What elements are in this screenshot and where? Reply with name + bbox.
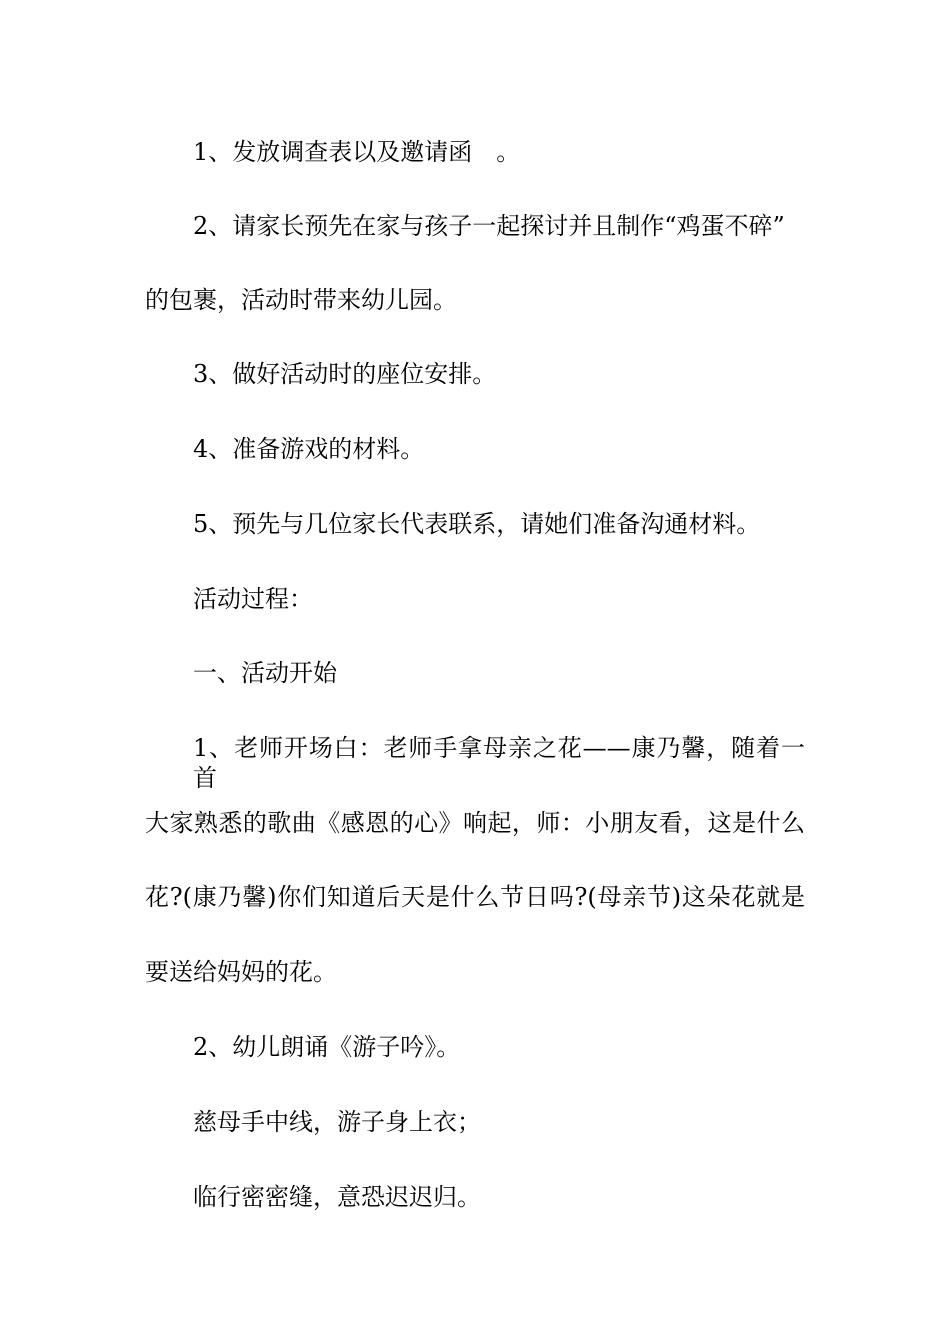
paragraph-line: 的包裹，活动时带来幼儿园。 bbox=[145, 286, 457, 314]
paragraph-line: 3、做好活动时的座位安排。 bbox=[193, 360, 497, 388]
section-heading: 活动过程： bbox=[193, 585, 313, 613]
paragraph-line: 大家熟悉的歌曲《感恩的心》响起，师：小朋友看，这是什么 bbox=[145, 809, 805, 837]
paragraph-line: 2、请家长预先在家与孩子一起探讨并且制作“鸡蛋不碎” bbox=[193, 212, 785, 240]
paragraph-line: 1、老师开场白：老师手拿母亲之花——康乃馨，随着一首 bbox=[193, 734, 805, 792]
paragraph-line: 1、发放调查表以及邀请函 。 bbox=[193, 138, 521, 166]
paragraph-line: 4、准备游戏的材料。 bbox=[193, 435, 425, 463]
paragraph-line: 要送给妈妈的花。 bbox=[145, 958, 337, 986]
poem-line: 临行密密缝，意恐迟迟归。 bbox=[193, 1183, 481, 1211]
poem-line: 慈母手中线，游子身上衣； bbox=[193, 1108, 481, 1136]
paragraph-line: 5、预先与几位家长代表联系，请她们准备沟通材料。 bbox=[193, 510, 761, 538]
paragraph-line: 花?(康乃馨)你们知道后天是什么节日吗?(母亲节)这朵花就是 bbox=[145, 883, 805, 911]
section-heading: 一、活动开始 bbox=[193, 659, 337, 687]
paragraph-line: 2、幼儿朗诵《游子吟》。 bbox=[193, 1033, 461, 1061]
